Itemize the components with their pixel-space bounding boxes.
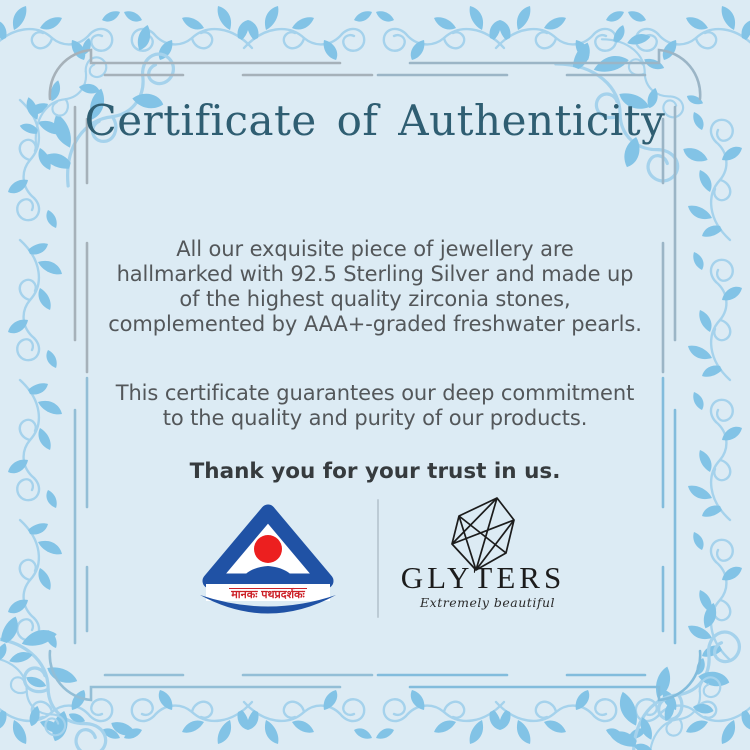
logo-divider <box>377 499 379 618</box>
body-line: of the highest quality zirconia stones, <box>179 287 571 311</box>
brand-wordmark: GLYTERS <box>400 560 566 595</box>
body-line: All our exquisite piece of jewellery are <box>176 237 574 261</box>
body-line: hallmarked with 92.5 Sterling Silver and made up <box>116 262 634 286</box>
brand-tagline: Extremely beautiful <box>420 595 555 610</box>
bis-banner-text: मानकः पथप्रदर्शकः <box>231 588 305 601</box>
certificate-title: Certificate of Authenticity <box>84 96 666 145</box>
body-line: This certificate guarantees our deep commitment <box>115 381 635 405</box>
ornamental-frame <box>50 50 700 700</box>
thank-you-note: Thank you for your trust in us. <box>189 458 561 484</box>
certificate-paragraph-1 <box>40 237 710 337</box>
bis-red-dot <box>254 535 282 563</box>
bis-hallmark-logo <box>190 495 346 640</box>
certificate-paragraph-2 <box>40 381 710 431</box>
body-line: complemented by AAA+-graded freshwater pearls. <box>108 312 642 336</box>
body-line: to the quality and purity of our products. <box>162 406 588 430</box>
